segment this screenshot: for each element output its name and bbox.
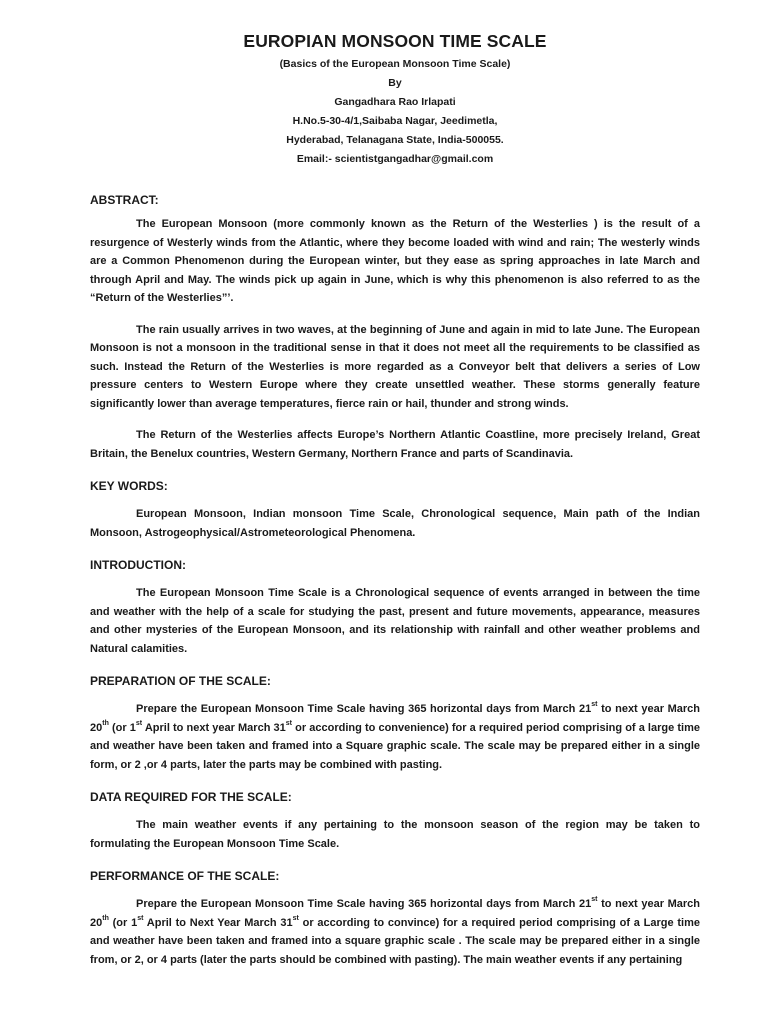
document-title: EUROPIAN MONSOON TIME SCALE xyxy=(243,31,547,51)
document-subtitle: (Basics of the European Monsoon Time Scale) xyxy=(279,58,511,70)
by-line: By xyxy=(388,77,402,89)
author-name: Gangadhara Rao Irlapati xyxy=(334,96,456,108)
data-required-text: The main weather events if any pertaining to the monsoon season of the region may be taken to formulating the European Monsoon Time Scale. xyxy=(90,819,700,850)
abstract-paragraph-3: The Return of the Westerlies affects Europe’s Northern Atlantic Coastline, more precisely Ireland, Great Britain, the Benelux countries, Western Germany, Northern France and parts of Scandinavia. xyxy=(90,429,700,460)
address-line-2: Hyderabad, Telanagana State, India-500055. xyxy=(286,134,504,146)
keywords-text: European Monsoon, Indian monsoon Time Scale, Chronological sequence, Main path of the Indian Monsoon, Astrogeophysical/Astrometeorological Phenomena. xyxy=(90,508,700,539)
document-body xyxy=(90,30,700,982)
abstract-heading: ABSTRACT: xyxy=(90,193,159,207)
introduction-heading: INTRODUCTION: xyxy=(90,558,186,572)
preparation-heading: PREPARATION OF THE SCALE: xyxy=(90,674,271,688)
performance-heading: PERFORMANCE OF THE SCALE: xyxy=(90,869,280,883)
author-email: Email:- scientistgangadhar@gmail.com xyxy=(296,153,494,165)
data-required-heading: DATA REQUIRED FOR THE SCALE: xyxy=(90,790,292,804)
abstract-paragraph-2: The rain usually arrives in two waves, at the beginning of June and again in mid to late June. The European Monsoon is not a monsoon in the traditional sense in that it does not meet all the requirements to be classified as such. Instead the Return of the Westerlies is more regarded as a Conveyor belt that delivers a series of Low pressure centers to Western Europe where they create unsettled weather. These storms generally feature significantly lower than average temperatures, fierce rain or hail, thunder and strong winds. xyxy=(90,323,700,410)
abstract-paragraph-1: The European Monsoon (more commonly known as the Return of the Westerlies ) is the result of a resurgence of Westerly winds from the Atlantic, where they become loaded with wind and rain; The westerly winds are a Common Phenomenon during the European winter, but they ease as spring approaches in late March and through April and May. The winds pick up again in June, which is why this phenomenon is also referred to as the “Return of the Westerlies”’. xyxy=(90,218,700,304)
introduction-text: The European Monsoon Time Scale is a Chronological sequence of events arranged in between the time and weather with the help of a scale for studying the past, present and future movements, appearance, measures and other mysteries of the European Monsoon, and its relationship with rainfall and other weather problems and Natural calamities. xyxy=(90,587,700,655)
preparation-text: Prepare the European Monsoon Time Scale having 365 horizontal days from March 21st to next year March 20th (or 1st April to next year March 31st or according to convenience) for a required period comprising of a large time and weather have been taken and framed into a Square graphic scale. The scale may be prepared either in a single form, or 2 ,or 4 parts, later the parts may be combined with pasting. xyxy=(90,701,700,771)
keywords-heading: KEY WORDS: xyxy=(90,479,168,493)
performance-text: Prepare the European Monsoon Time Scale having 365 horizontal days from March 21st to next year March 20th (or 1st April to Next Year March 31st or according to convince) for a required period comprising of a Large time and weather have been taken and framed into a square graphic scale . The scale may be prepared either in a single from, or 2, or 4 parts (later the parts should be combined with pasting). The main weather events if any pertaining xyxy=(90,896,700,966)
address-line-1: H.No.5-30-4/1,Saibaba Nagar, Jeedimetla, xyxy=(292,115,498,127)
